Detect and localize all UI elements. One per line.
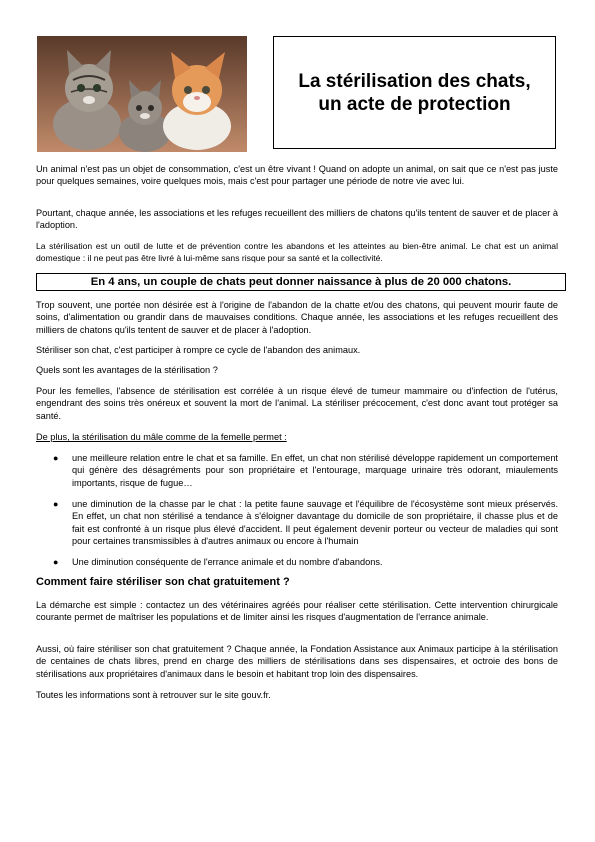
intro-paragraph-2: Pourtant, chaque année, les associations et les refuges recueillent des milliers de chatons qu'ils tentent de sauver et de placer à l'adoption.: [36, 208, 558, 231]
body-paragraph-1: Trop souvent, une portée non désirée est à l'origine de l'abandon de la chatte et/ou des chatons, qui peuvent mourir faute de soins, d'alimentation ou grandir dans de mauvaises conditions. Chaque année, les associations et les refuges recueillent des milliers de chatons qu'ils tentent de sauver et de placer à l'adoption.: [36, 300, 558, 335]
bullet-icon: ●: [53, 557, 59, 567]
intro-paragraph-3: La stérilisation est un outil de lutte et de prévention contre les abandons et les atteintes au bien-être animal. Le chat est un animal domestique : il ne peut pas être livré à lui-même sans risque pour sa santé et la collectivité.: [36, 241, 558, 263]
list-item: [36, 556, 558, 568]
page-title-line-1: La stérilisation des chats,: [298, 70, 531, 92]
list-item-text: une diminution de la chasse par le chat : la petite faune sauvage et l'équilibre de l'écosystème sont mieux préservés. En effet, un chat non stérilisé a tendance à s'éloigner davantage du domicile de son propriétaire, il chasse plus et de fait est confronté à un risque plus élevé d'accident. Il peut également devenir porteur ou vecteur de maladies qui sont pour certaines transmissibles à d'autres animaux ou encore à l'humain: [72, 499, 558, 546]
body-paragraph-5: De plus, la stérilisation du mâle comme de la femelle permet :: [36, 432, 287, 442]
body-paragraph-2: Stériliser son chat, c'est participer à rompre ce cycle de l'abandon des animaux.: [36, 345, 361, 355]
list-item-text: une meilleure relation entre le chat et sa famille. En effet, un chat non stérilisé développe rapidement un comportement qui génère des désagréments pour son propriétaire et l'entourage, marquage urinaire très odorant, miaulements importants, risque de fugue…: [72, 453, 558, 488]
section2-paragraph-2: Aussi, où faire stériliser son chat gratuitement ? Chaque année, la Fondation Assistance aux Animaux participe à la stérilisation de centaines de chats libres, prend en charge des milliers de stérilisations dans ses dispensaires, et octroie des bons de stérilisations aux propriétaires d'animaux dans le besoin et habitant trop loin des dispensaires.: [36, 644, 558, 679]
section-heading: Comment faire stériliser son chat gratuitement ?: [36, 576, 290, 588]
intro-paragraph-1: Un animal n'est pas un objet de consommation, c'est un être vivant ! Quand on adopte un animal, on sait que ce n'est pas juste pour quelques semaines, voire quelques mois, mais c'est pour partager une période de notre vie avec lui.: [36, 164, 558, 187]
advantages-list: [36, 452, 558, 489]
body-paragraph-3: Quels sont les avantages de la stérilisation ?: [36, 365, 218, 375]
body-paragraph-4: Pour les femelles, l'absence de stérilisation est corrélée à un risque élevé de tumeur mammaire ou d'infection de l'utérus, engendrant des soins très onéreux et souvent la mort de l'animal. La stériliser précocement, c'est donc avant tout protéger sa santé.: [36, 386, 558, 421]
list-item: [36, 452, 558, 489]
list-item-text: Une diminution conséquente de l'errance animale et du nombre d'abandons.: [72, 557, 383, 567]
list-item: [36, 498, 558, 547]
title-box: [273, 36, 556, 149]
kittens-photo: [37, 36, 247, 152]
advantages-list-3: [36, 556, 558, 568]
bullet-icon: ●: [53, 499, 59, 509]
section2-paragraph-1: La démarche est simple : contactez un des vétérinaires agréés pour réaliser cette stérilisation. Cette intervention chirurgicale courante permet de maîtriser les populations et de limiter ainsi les risques d'augmentation de l'errance animale.: [36, 600, 558, 623]
section2-paragraph-3: Toutes les informations sont à retrouver sur le site gouv.fr.: [36, 690, 271, 700]
highlight-box: En 4 ans, un couple de chats peut donner naissance à plus de 20 000 chatons.: [36, 273, 566, 291]
page-title-line-2: un acte de protection: [318, 93, 511, 115]
bullet-icon: ●: [53, 453, 59, 463]
advantages-list-2: [36, 498, 558, 547]
kittens-illustration: [37, 36, 247, 152]
